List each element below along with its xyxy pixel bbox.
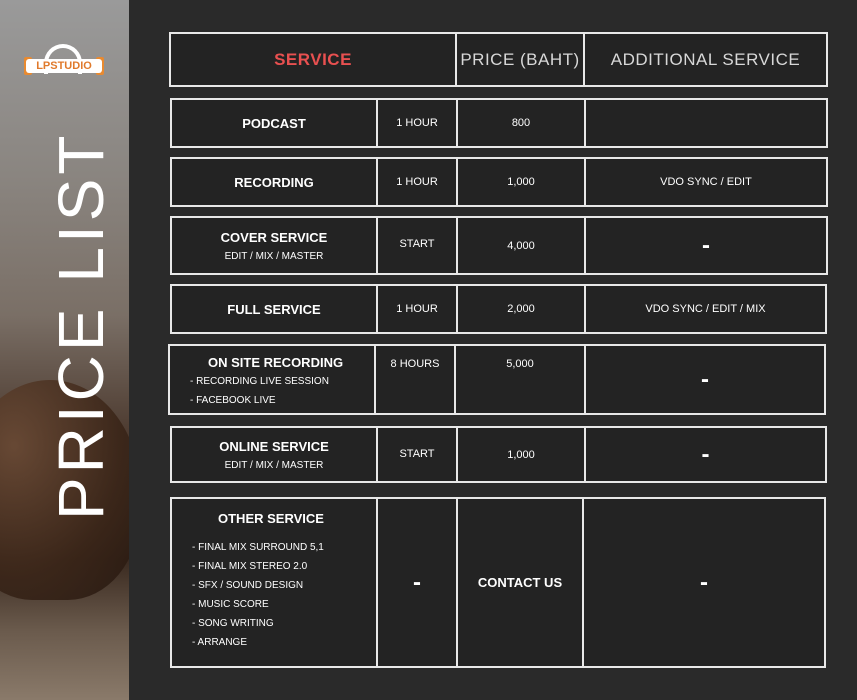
row-recording-duration: 1 HOUR <box>376 157 458 207</box>
row-on-site-name <box>168 344 376 415</box>
row-other-service-bullet: - FINAL MIX STEREO 2.0 <box>192 561 308 572</box>
row-other-service-bullet: - ARRANGE <box>192 637 248 648</box>
row-podcast-additional <box>584 98 828 148</box>
row-other-service-name <box>170 497 378 668</box>
row-cover-service-name <box>170 216 378 275</box>
row-full-service-name: FULL SERVICE <box>170 284 378 334</box>
row-online-service-price: 1,000 <box>456 426 586 483</box>
row-other-service-bullet: - MUSIC SCORE <box>192 599 269 610</box>
row-on-site-bullet: - FACEBOOK LIVE <box>190 395 276 406</box>
row-other-service-bullet: - FINAL MIX SURROUND 5,1 <box>192 542 324 553</box>
row-on-site-duration: 8 HOURS <box>374 344 456 415</box>
row-podcast-name: PODCAST <box>170 98 378 148</box>
row-cover-service-duration: START <box>376 216 458 275</box>
row-other-service-additional: - <box>582 497 826 668</box>
row-cover-service-additional: - <box>584 216 828 275</box>
row-on-site-bullet: - RECORDING LIVE SESSION <box>190 376 329 387</box>
row-other-service-price: CONTACT US <box>456 497 584 668</box>
row-recording-price: 1,000 <box>456 157 586 207</box>
row-other-service-bullet: - SONG WRITING <box>192 618 274 629</box>
row-on-site-price: 5,000 <box>454 344 586 415</box>
row-full-service-price: 2,000 <box>456 284 586 334</box>
row-cover-service-sub: EDIT / MIX / MASTER <box>224 250 324 262</box>
row-recording-additional: VDO SYNC / EDIT <box>584 157 828 207</box>
studio-logo <box>24 44 104 80</box>
row-online-service-name <box>170 426 378 483</box>
row-online-service-title: ONLINE SERVICE <box>219 438 329 454</box>
logo-text: LPSTUDIO <box>26 59 102 73</box>
row-on-site-additional: - <box>584 344 826 415</box>
row-on-site-title: ON SITE RECORDING <box>208 355 344 370</box>
row-podcast-price: 800 <box>456 98 586 148</box>
row-recording-name: RECORDING <box>170 157 378 207</box>
row-full-service-additional: VDO SYNC / EDIT / MIX <box>584 284 827 334</box>
row-other-service-title: OTHER SERVICE <box>218 511 324 526</box>
header-additional: ADDITIONAL SERVICE <box>583 32 828 87</box>
price-list-title: PRICE LIST <box>45 131 117 520</box>
row-podcast-duration: 1 HOUR <box>376 98 458 148</box>
sidebar-photo <box>0 0 129 700</box>
row-cover-service-title: COVER SERVICE <box>220 229 328 245</box>
row-online-service-sub: EDIT / MIX / MASTER <box>224 459 324 471</box>
row-online-service-additional: - <box>584 426 827 483</box>
row-full-service-duration: 1 HOUR <box>376 284 458 334</box>
row-other-service-duration: - <box>376 497 458 668</box>
row-other-service-bullet: - SFX / SOUND DESIGN <box>192 580 304 591</box>
row-cover-service-price: 4,000 <box>456 216 586 275</box>
header-service: SERVICE <box>169 32 457 87</box>
row-online-service-duration: START <box>376 426 458 483</box>
header-price: PRICE (BAHT) <box>455 32 585 87</box>
